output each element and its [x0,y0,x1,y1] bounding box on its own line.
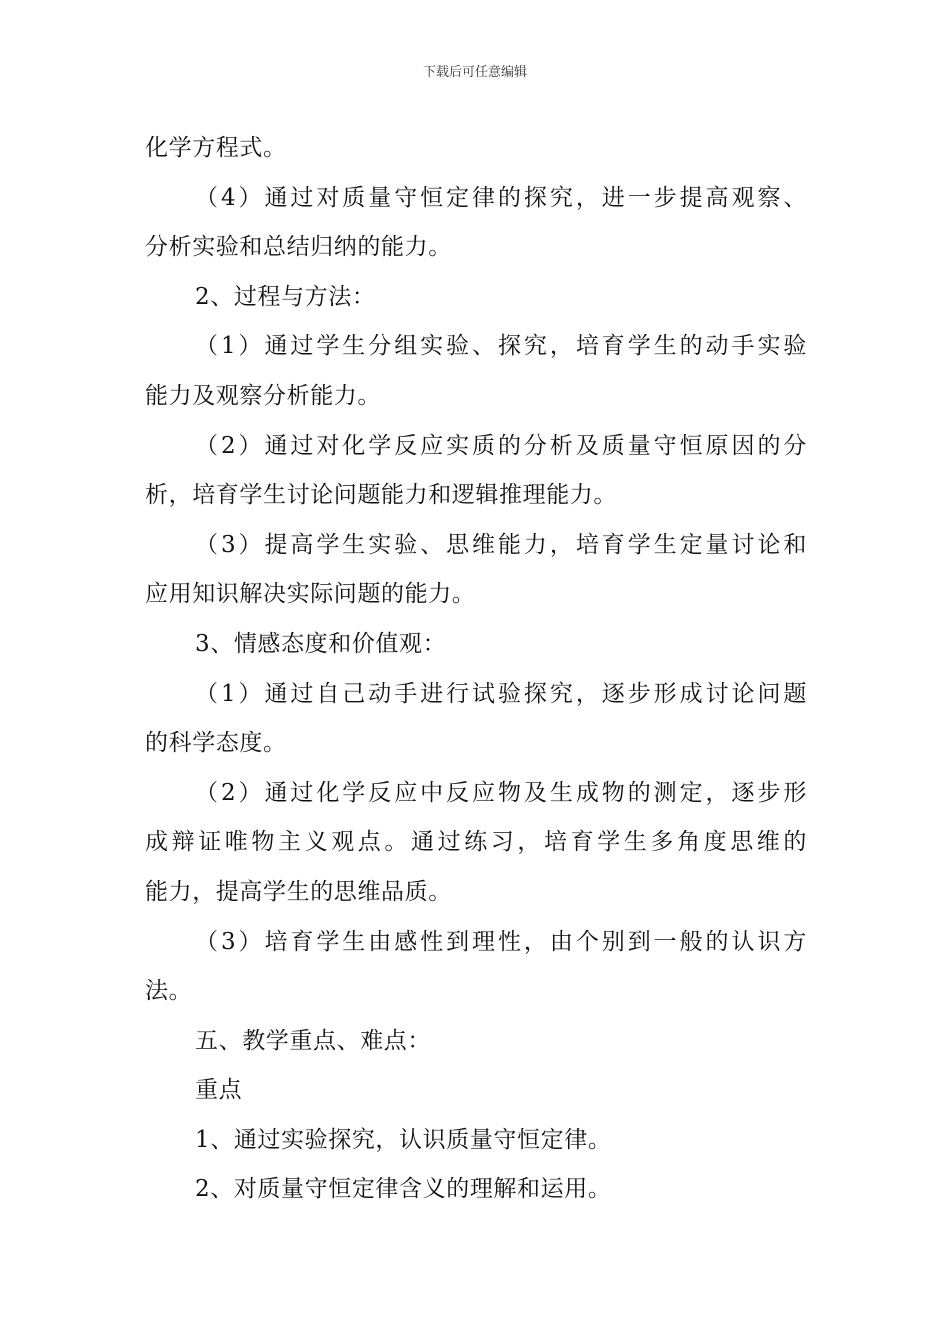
document-body [145,124,807,1215]
text-line: （4）通过对质量守恒定律的探究，进一步提高观察、 [195,184,807,211]
section-heading: 3、情感态度和价值观： [195,630,447,657]
text-line: （3）培育学生由感性到理性，由个别到一般的认识方 [195,928,807,955]
text-line: 析，培育学生讨论问题能力和逻辑推理能力。 [145,482,617,509]
text-line: 成辩证唯物主义观点。通过练习，培育学生多角度思维的 [145,829,807,856]
text-line: 能力，提高学生的思维品质。 [145,878,452,905]
text-line: 分析实验和总结归纳的能力。 [145,234,452,261]
text-line: （2）通过化学反应中反应物及生成物的测定，逐步形 [195,779,807,806]
section-heading: 五、教学重点、难点： [195,1027,431,1054]
text-line: （1）通过学生分组实验、探究，培育学生的动手实验 [195,333,807,360]
section-heading: 2、过程与方法： [195,283,376,310]
subsection-heading: 重点 [195,1077,243,1104]
page-header-note: 下载后可任意编辑 [422,65,527,80]
text-line: 1、通过实验探究，认识质量守恒定律。 [195,1126,612,1153]
text-line: （2）通过对化学反应实质的分析及质量守恒原因的分 [195,432,807,459]
text-line: 化学方程式。 [145,135,287,161]
text-line: 应用知识解决实际问题的能力。 [145,581,476,608]
text-line: 的科学态度。 [145,730,287,757]
text-line: 能力及观察分析能力。 [145,382,381,409]
text-line: （3）提高学生实验、思维能力，培育学生定量讨论和 [195,531,807,558]
text-line: （1）通过自己动手进行试验探究，逐步形成讨论问题 [195,680,807,707]
text-line: 法。 [145,978,193,1005]
text-line: 2、对质量守恒定律含义的理解和运用。 [195,1176,612,1203]
